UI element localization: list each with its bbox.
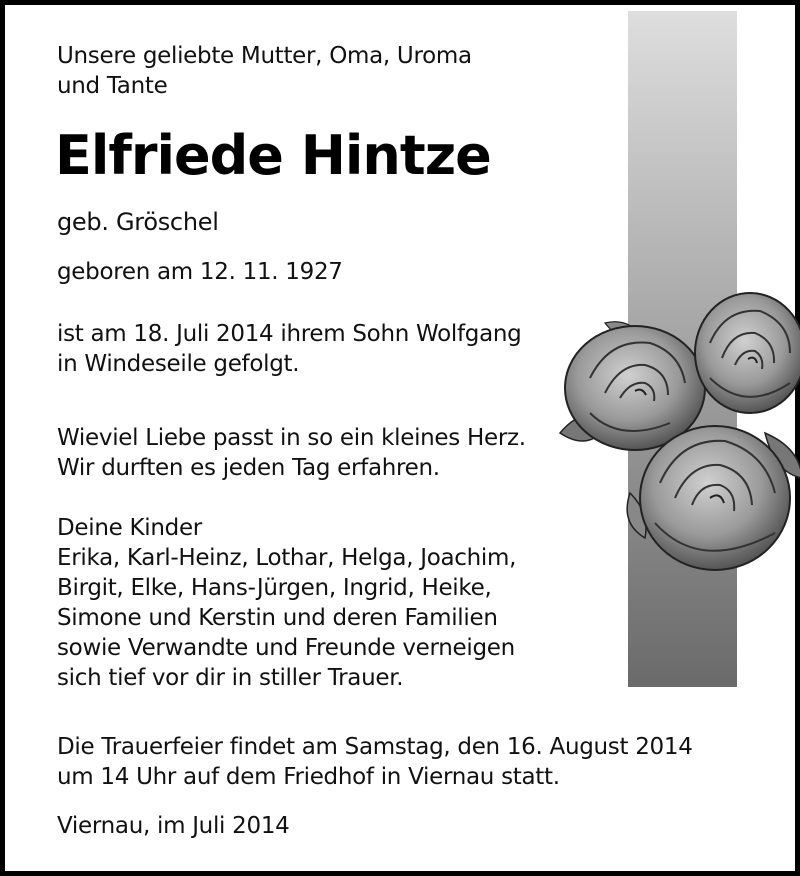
birth-date-text: geboren am 12. 11. 1927 [57,259,343,285]
deceased-name: Elfriede Hintze [55,124,491,187]
place-date-text: Viernau, im Juli 2014 [57,813,290,839]
rose-right-icon [695,293,800,413]
death-text: ist am 18. Juli 2014 ihrem Sohn Wolfgang in Windeseile gefolgt. [57,321,522,377]
mourners-list: Deine Kinder Erika, Karl-Heinz, Lothar, Helga, Joachim, Birgit, Elke, Hans-Jürgen, Ingrid, Heike, Simone und Kerstin und deren Familien sowie Verwandte und Freunde verneigen sich tief vor dir in stiller Trauer. [57,515,517,691]
three-roses-icon [550,283,800,593]
maiden-name: geb. Gröschel [57,208,219,236]
memorial-verse: Wieviel Liebe passt in so ein kleines Herz. Wir durften es jeden Tag erfahren. [57,425,526,481]
funeral-service-text: Die Trauerfeier findet am Samstag, den 16. August 2014 um 14 Uhr auf dem Friedhof in Viernau statt. [57,734,693,790]
rose-bottom-icon [640,426,790,570]
intro-text: Unsere geliebte Mutter, Oma, Uroma und Tante [57,43,472,99]
